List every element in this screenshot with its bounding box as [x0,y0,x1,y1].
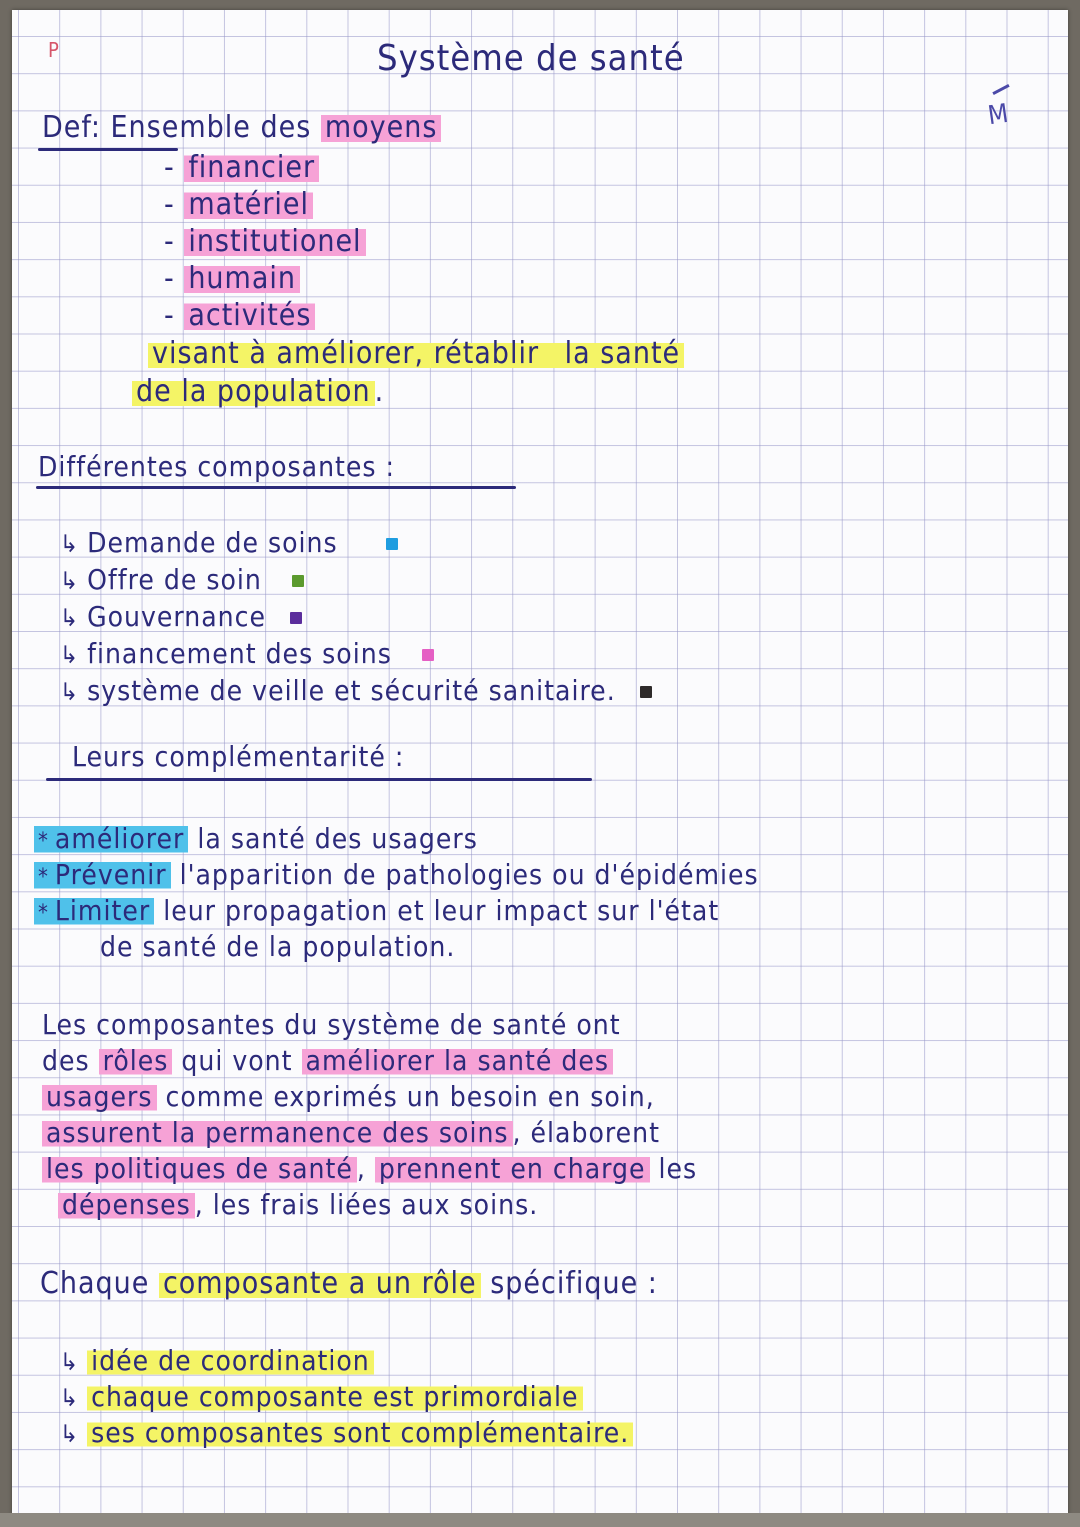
margin-mark: P [48,38,60,62]
grade-mark: M [986,98,1012,132]
definition-item: - institutionel [164,224,366,259]
component-item-financement: ↳ financement des soins [60,637,434,670]
definition-item: - matériel [164,187,313,222]
notebook-page [12,10,1068,1515]
paragraph-line: Les composantes du système de santé ont [42,1008,621,1041]
grade-slash-mark [992,84,1009,95]
paragraph-line: des rôles qui vont améliorer la santé des [42,1044,613,1077]
roles-heading: Chaque composante a un rôle spécifique : [40,1266,658,1301]
color-square-purple [290,612,302,624]
definition-keyword: moyens [321,110,442,145]
color-square-pink [422,649,434,661]
complementarity-heading: Leurs complémentarité : [72,740,405,773]
color-square-black [640,686,652,698]
paragraph-line: assurent la permanence des soins , élaborent [42,1116,660,1149]
table-surface [0,1513,1080,1527]
color-square-blue [386,538,398,550]
definition-label: Def: [42,110,101,145]
component-item-veille: ↳ système de veille et sécurité sanitaire. [60,674,652,707]
complementarity-underline [46,778,592,781]
definition-item: - activités [164,298,315,333]
page-title: Système de santé [377,38,685,79]
component-item-demande: ↳ Demande de soins [60,526,398,559]
definition-conclusion: visant à améliorer, rétablir la santé [148,336,684,371]
component-item-gouvernance: ↳ Gouvernance [60,600,302,633]
roles-item: ↳ idée de coordination [60,1344,374,1377]
definition-item: - financier [164,150,319,185]
complementarity-item: * Prévenir l'apparition de pathologies ou d'épidémies [34,858,759,891]
roles-item: ↳ chaque composante est primordiale [60,1380,583,1413]
paragraph-line: dépenses , les frais liées aux soins. [58,1188,538,1221]
complementarity-item: * Limiter leur propagation et leur impact sur l'état [34,894,719,927]
paragraph-line: les politiques de santé , prennent en charge les [42,1152,697,1185]
definition-conclusion-2: de la population . [132,374,384,409]
definition-intro: Ensemble des [110,110,312,145]
definition-underline [38,148,178,151]
components-heading: Différentes composantes : [38,450,396,483]
complementarity-item: * améliorer la santé des usagers [34,822,478,855]
color-square-green [292,575,304,587]
components-underline [36,486,516,489]
definition-item: - humain [164,261,300,296]
component-item-offre: ↳ Offre de soin [60,563,304,596]
paragraph-line: usagers comme exprimés un besoin en soin, [42,1080,655,1113]
definition-line [42,110,441,145]
roles-item: ↳ ses composantes sont complémentaire. [60,1416,633,1449]
complementarity-continuation: de santé de la population. [100,930,456,963]
